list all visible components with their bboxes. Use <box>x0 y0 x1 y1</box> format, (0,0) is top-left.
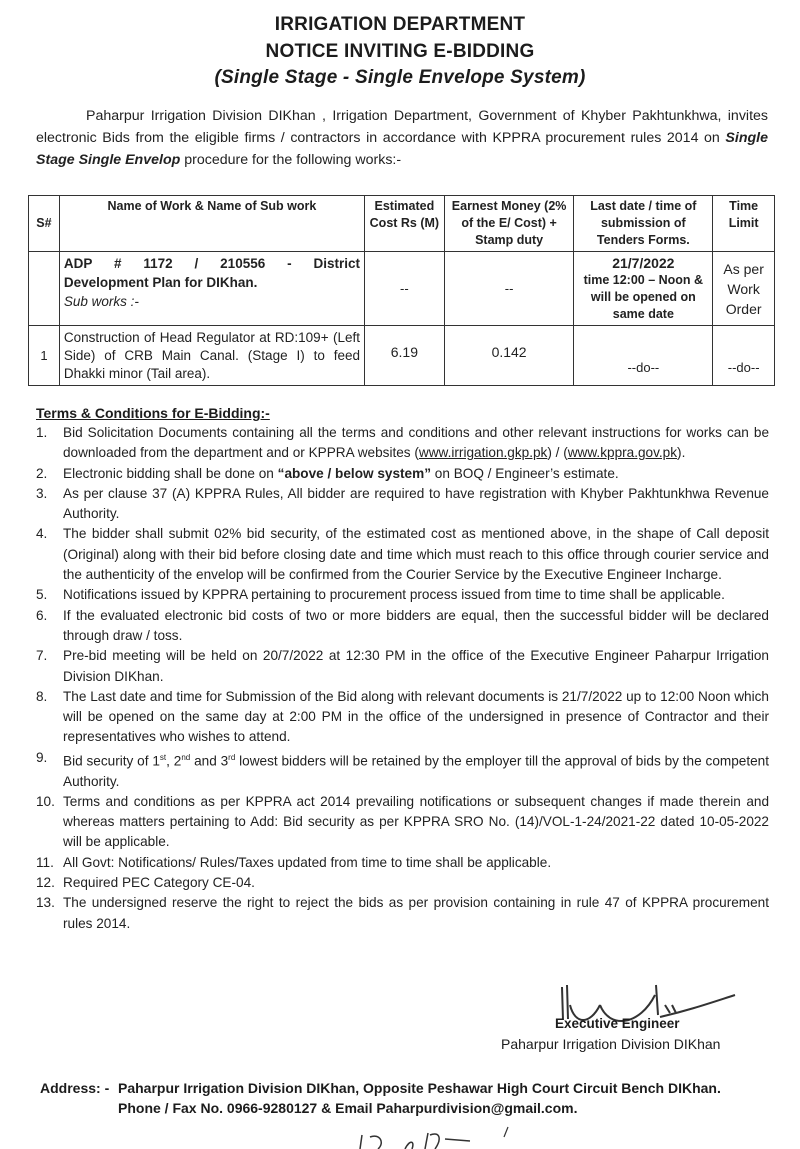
term-number: 10. <box>36 793 55 809</box>
term-text: lowest bidders will be retained by the employer till the approval of bids by the competent Authority. <box>63 753 769 789</box>
term-number: 11. <box>36 854 54 870</box>
term-text: All Govt: Notifications/ Rules/Taxes updated from time to time shall be applicable. <box>63 854 552 870</box>
term-item <box>36 524 769 585</box>
term-number: 8. <box>36 688 48 704</box>
term-text: The Last date and time for Submission of the Bid along with relevant documents is 21/7/2022 up to 12:00 Noon which will be opened on the same day at 2:00 PM in the office of the undersigned in presence of Contractor and their representatives who wishes to attend. <box>63 688 769 745</box>
term-text: Pre-bid meeting will be held on 20/7/2022 at 12:30 PM in the office of the Executive Engineer Paharpur Irrigation Division DIKhan. <box>63 648 769 684</box>
term-number: 4. <box>36 526 48 542</box>
term-text: The bidder shall submit 02% bid security, of the estimated cost as mentioned above, in the shape of Call deposit (Original) along with their bid before closing date and time which must reach to this office through courier service and the authenticity of the envelop will be confirmed from the Courier Service by the Executive Engineer Incharge. <box>63 526 769 583</box>
cell-name: Construction of Head Regulator at RD:109+ (Left Side) of CRB Main Canal. (Stage I) to feed Dhakki minor (Tail area). <box>59 326 364 386</box>
terms-list <box>36 423 769 934</box>
address-label: Address: - <box>40 1080 110 1096</box>
term-item <box>36 606 769 647</box>
address-line: Paharpur Irrigation Division DIKhan, Opposite Peshawar High Court Circuit Bench DIKhan. <box>118 1080 721 1096</box>
notice-subtitle: (Single Stage - Single Envelope System) <box>214 67 586 88</box>
term-item <box>36 484 769 525</box>
handwritten-mark-icon <box>330 1125 530 1149</box>
cell-cost: 6.19 <box>364 326 444 386</box>
term-number: 9. <box>36 749 48 765</box>
term-text: ) / ( <box>547 445 568 461</box>
term-item <box>36 853 769 873</box>
signatory-title: Executive Engineer <box>555 1016 680 1031</box>
cell-time-limit: --do-- <box>713 326 775 386</box>
term-item <box>36 646 769 687</box>
term-text: and 3 <box>190 753 229 769</box>
cell-sn: 1 <box>29 326 60 386</box>
cell-time-limit: As per Work Order <box>713 252 775 326</box>
header-sn: S# <box>29 196 60 252</box>
notice-title: NOTICE INVITING E-BIDDING <box>265 41 535 62</box>
term-item <box>36 792 769 853</box>
irrigation-website-link[interactable]: www.irrigation.gkp.pk <box>418 445 548 461</box>
term-number: 3. <box>36 485 48 501</box>
term-emphasis: “above / below system” <box>277 465 432 481</box>
header-last-date: Last date / time of submission of Tenders Forms. <box>574 196 713 252</box>
header-name: Name of Work & Name of Sub work <box>59 196 364 252</box>
intro-emphasis: Single Stage Single Envelop <box>36 130 768 168</box>
ordinal-suffix: rd <box>228 752 236 762</box>
term-item <box>36 464 769 484</box>
cell-sn <box>29 252 60 326</box>
cell-last-date: --do-- <box>574 326 713 386</box>
term-item <box>36 748 769 792</box>
term-text: Terms and conditions as per KPPRA act 2014 prevailing notifications or subsequent changes if made therein and whereas matters pertaining to Add: Bid security as per KPPRA SRO No. (14)/VOL-1-24/2021-22 dated 10-05-2022 will be applicable. <box>63 793 769 850</box>
kppra-website-link[interactable]: www.kppra.gov.pk <box>567 445 678 461</box>
term-text: Required PEC Category CE-04. <box>63 875 255 891</box>
works-table <box>28 195 775 386</box>
term-item <box>36 585 769 605</box>
header-cost: Estimated Cost Rs (M) <box>364 196 444 252</box>
intro-text-end: procedure for the following works:- <box>180 152 402 168</box>
term-text: The undersigned reserve the right to reject the bids as per provision containing in rule 47 of KPPRA procurement rules 2014. <box>63 895 769 931</box>
ordinal-suffix: nd <box>181 752 191 762</box>
term-text: on BOQ / Engineer’s estimate. <box>431 465 619 481</box>
term-item <box>36 687 769 748</box>
cell-earnest: -- <box>444 252 574 326</box>
last-date-value: 21/7/2022 <box>612 255 675 271</box>
cell-last-date <box>574 252 713 326</box>
term-item <box>36 423 769 464</box>
table-header-row <box>29 196 775 252</box>
term-text: Notifications issued by KPPRA pertaining to procurement process issued from time to time shall be applicable. <box>63 587 725 603</box>
term-number: 2. <box>36 465 48 481</box>
department-title: IRRIGATION DEPARTMENT <box>274 14 526 35</box>
intro-text: Paharpur Irrigation Division DIKhan , Irrigation Department, Government of Khyber Pakhtunkhwa, invites electronic Bids from the eligible firms / contractors in accordance with KPPRA procurement rules 2014 on <box>36 108 768 146</box>
cell-cost: -- <box>364 252 444 326</box>
term-number: 7. <box>36 648 48 664</box>
table-row <box>29 326 775 386</box>
term-item <box>36 873 769 893</box>
term-text: Bid security of 1 <box>63 753 160 769</box>
contact-line: Phone / Fax No. 0966-9280127 & Email Paharpurdivision@gmail.com. <box>118 1100 578 1116</box>
header-time-limit: Time Limit <box>713 196 775 252</box>
term-item <box>36 893 769 934</box>
sub-works-label: Sub works :- <box>63 294 139 309</box>
term-number: 13. <box>36 895 55 911</box>
term-number: 6. <box>36 607 48 623</box>
term-text: ). <box>677 445 686 461</box>
term-text: Bid Solicitation Documents containing all the terms and conditions and other relevant instructions for works can be downloaded from the department and or KPPRA websites ( <box>63 425 769 461</box>
terms-title: Terms & Conditions for E-Bidding:- <box>36 405 270 421</box>
ordinal-suffix: st <box>159 752 167 762</box>
cell-name <box>59 252 364 326</box>
last-date-detail: time 12:00 – Noon & will be opened on same date <box>583 273 704 321</box>
intro-paragraph <box>36 105 768 171</box>
term-text: Electronic bidding shall be done on <box>63 465 278 481</box>
adp-line: ADP # 1172 / 210556 - District <box>63 256 360 271</box>
signatory-organization: Paharpur Irrigation Division DIKhan <box>501 1036 721 1052</box>
term-text: As per clause 37 (A) KPPRA Rules, All bidder are required to have registration with Khyber Pakhtunkhwa Revenue Authority. <box>63 485 769 522</box>
term-number: 12. <box>36 875 55 891</box>
term-number: 5. <box>36 587 48 603</box>
term-text: If the evaluated electronic bid costs of two or more bidders are equal, then the successful bidder will be declared through draw / toss. <box>63 607 769 643</box>
header-earnest: Earnest Money (2% of the E/ Cost) + Stamp duty <box>444 196 574 252</box>
term-number: 1. <box>36 425 48 440</box>
term-text: , 2 <box>166 753 182 769</box>
plan-line: Development Plan for DIKhan. <box>63 275 258 290</box>
table-row <box>29 252 775 326</box>
cell-earnest: 0.142 <box>444 326 574 386</box>
